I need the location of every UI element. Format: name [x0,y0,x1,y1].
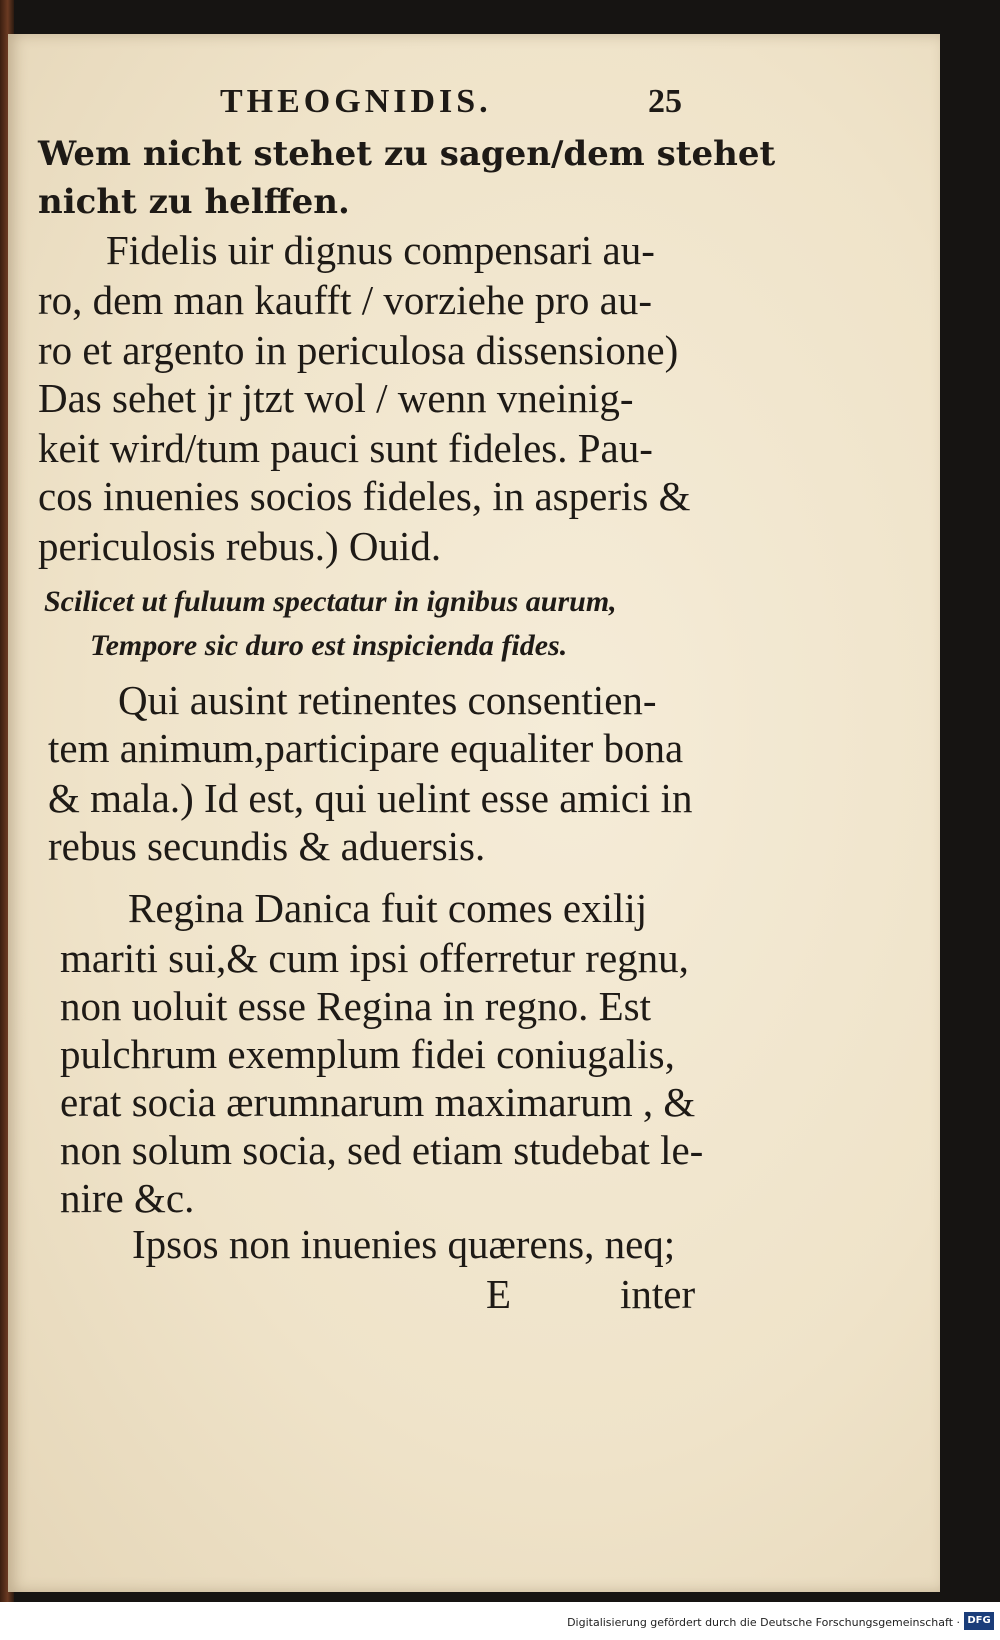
text-line: pulchrum exemplum fidei coniugalis, [60,1031,675,1077]
text-line: tem animum,participare equaliter bona [48,725,684,771]
funding-credit: Digitalisierung gefördert durch die Deutsche Forschungsgemeinschaft · [567,1616,960,1629]
running-title: THEOGNIDIS. [220,83,492,120]
text-line: nicht zu helffen. [38,182,350,222]
page-number: 25 [648,83,682,120]
verse-line: Tempore sic duro est inspicienda fides. [90,629,568,662]
text-line: rebus secundis & aduersis. [48,823,486,869]
text-line: keit wird/tum pauci sunt fideles. Pau- [38,425,653,471]
dfg-logo: DFG [964,1612,994,1630]
text-line: & mala.) Id est, qui uelint esse amici in [48,775,693,821]
text-line: Das sehet jr jtzt wol / wenn vneinig- [38,375,634,421]
text-line: Qui ausint retinentes consentien- [118,677,657,723]
text-line: non uoluit esse Regina in regno. Est [60,983,651,1029]
text-line: Wem nicht stehet zu sagen/dem stehet [38,134,776,174]
text-line: ro et argento in periculosa dissensione) [38,327,679,373]
catchword: inter [620,1271,696,1317]
digitization-footer [0,1602,1000,1640]
text-line: Regina Danica fuit comes exilij [128,885,648,931]
text-line: periculosis rebus.) Ouid. [38,523,442,569]
text-line: nire &c. [60,1175,195,1221]
text-line: non solum socia, sed etiam studebat le- [60,1127,704,1173]
text-line: mariti sui,& cum ipsi offerretur regnu, [60,935,689,981]
text-line: erat socia ærumnarum maximarum , & [60,1079,696,1125]
signature-mark: E [486,1271,512,1317]
text-line: cos inuenies socios fideles, in asperis & [38,473,691,519]
book-page [8,34,940,1592]
text-line: Ipsos non inuenies quærens, neq; [132,1221,676,1267]
text-line: Fidelis uir dignus compensari au- [106,227,655,273]
text-line: ro, dem man kaufft / vorziehe pro au- [38,277,653,323]
verse-line: Scilicet ut fuluum spectatur in ignibus aurum, [44,585,617,618]
